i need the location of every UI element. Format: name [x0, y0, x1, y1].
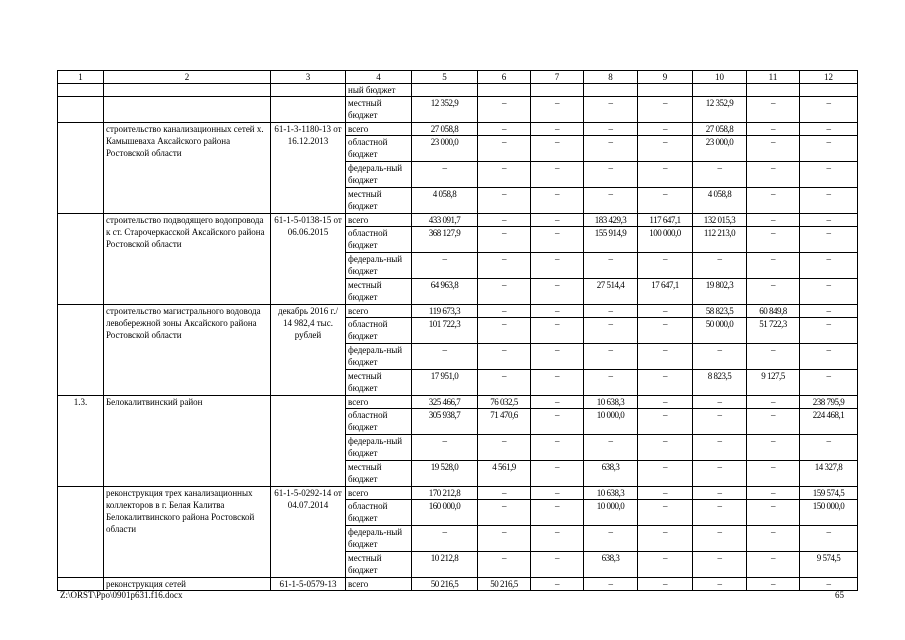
- table-row: [58, 487, 858, 500]
- table-cell: 12 352,9: [693, 97, 747, 123]
- table-cell: –: [531, 305, 584, 318]
- table-cell: 160 000,0: [412, 500, 478, 526]
- column-header: 9: [638, 71, 693, 84]
- table-cell: –: [747, 396, 800, 409]
- table-cell: 50 000,0: [693, 318, 747, 344]
- table-cell: –: [800, 123, 858, 136]
- table-cell: –: [531, 461, 584, 487]
- table-cell: –: [638, 97, 693, 123]
- table-cell: –: [584, 97, 638, 123]
- column-header: 4: [346, 71, 412, 84]
- table-cell: –: [531, 500, 584, 526]
- table-cell: [747, 84, 800, 97]
- page-number: 65: [835, 590, 844, 600]
- table-cell: [104, 84, 271, 97]
- table-cell: –: [638, 123, 693, 136]
- table-cell: –: [478, 305, 531, 318]
- table-cell: –: [478, 552, 531, 578]
- table-cell: 238 795,9: [800, 396, 858, 409]
- table-cell: –: [478, 318, 531, 344]
- table-cell: –: [478, 253, 531, 279]
- table-cell: 10 000,0: [584, 500, 638, 526]
- table-cell: –: [584, 318, 638, 344]
- table-cell: 4 058,8: [693, 188, 747, 214]
- table-cell: 10 212,8: [412, 552, 478, 578]
- table-cell: 117 647,1: [638, 214, 693, 227]
- table-cell: –: [693, 578, 747, 591]
- table-cell: –: [693, 461, 747, 487]
- table-cell: декабрь 2016 г./ 14 982,4 тыс. рублей: [271, 305, 346, 396]
- column-header: 11: [747, 71, 800, 84]
- table-cell: [58, 123, 104, 214]
- table-cell: –: [531, 136, 584, 162]
- table-cell: –: [638, 526, 693, 552]
- table-cell: –: [531, 370, 584, 396]
- column-header: 6: [478, 71, 531, 84]
- table-cell: 76 032,5: [478, 396, 531, 409]
- table-cell: –: [747, 253, 800, 279]
- table-cell: –: [531, 552, 584, 578]
- table-cell: –: [412, 253, 478, 279]
- table-cell: –: [478, 370, 531, 396]
- table-cell: –: [478, 214, 531, 227]
- table-cell: –: [800, 214, 858, 227]
- table-cell: 17 647,1: [638, 279, 693, 305]
- table-cell: –: [478, 435, 531, 461]
- table-cell: реконструкция сетей: [104, 578, 271, 591]
- table-cell: –: [584, 123, 638, 136]
- table-cell: –: [584, 435, 638, 461]
- table-cell: строительство магистрального водовода левобережной зоны Аксайского района Ростовской области: [104, 305, 271, 396]
- table-cell: –: [693, 396, 747, 409]
- table-cell: 23 000,0: [693, 136, 747, 162]
- table-cell: 61-1-5-0579-13: [271, 578, 346, 591]
- table-cell: всего: [346, 123, 412, 136]
- table-cell: –: [693, 552, 747, 578]
- table-cell: –: [747, 461, 800, 487]
- table-cell: областной бюджет: [346, 227, 412, 253]
- table-cell: –: [693, 500, 747, 526]
- table-cell: –: [478, 227, 531, 253]
- table-cell: –: [693, 344, 747, 370]
- table-cell: 433 091,7: [412, 214, 478, 227]
- table-cell: 8 823,5: [693, 370, 747, 396]
- table-cell: 64 963,8: [412, 279, 478, 305]
- column-header: 1: [58, 71, 104, 84]
- table-cell: 50 216,5: [478, 578, 531, 591]
- table-cell: –: [800, 305, 858, 318]
- table-cell: –: [531, 396, 584, 409]
- table-cell: –: [693, 487, 747, 500]
- table-cell: [412, 84, 478, 97]
- table-cell: –: [584, 526, 638, 552]
- table-cell: –: [478, 97, 531, 123]
- table-cell: –: [693, 253, 747, 279]
- table-cell: федераль-ный бюджет: [346, 344, 412, 370]
- table-row: [58, 305, 858, 318]
- table-cell: –: [531, 253, 584, 279]
- table-cell: –: [747, 552, 800, 578]
- table-cell: –: [638, 461, 693, 487]
- table-cell: [58, 487, 104, 578]
- table-cell: –: [584, 162, 638, 188]
- table-cell: областной бюджет: [346, 136, 412, 162]
- column-header: 10: [693, 71, 747, 84]
- table-cell: –: [478, 526, 531, 552]
- table-cell: 155 914,9: [584, 227, 638, 253]
- table-cell: –: [800, 526, 858, 552]
- table-cell: [800, 84, 858, 97]
- file-path: Z:\ORST\Ppo\0901p631.f16.docx: [60, 590, 183, 600]
- table-cell: [58, 578, 104, 591]
- table-cell: 170 212,8: [412, 487, 478, 500]
- table-cell: –: [800, 370, 858, 396]
- table-cell: –: [531, 279, 584, 305]
- table-cell: –: [747, 409, 800, 435]
- table-cell: –: [478, 123, 531, 136]
- table-cell: федераль-ный бюджет: [346, 435, 412, 461]
- table-cell: 12 352,9: [412, 97, 478, 123]
- table-cell: 100 000,0: [638, 227, 693, 253]
- table-cell: –: [747, 526, 800, 552]
- table-cell: –: [747, 97, 800, 123]
- table-cell: [478, 84, 531, 97]
- table-cell: [104, 97, 271, 123]
- table-cell: –: [584, 253, 638, 279]
- table-cell: –: [800, 188, 858, 214]
- table-cell: –: [800, 162, 858, 188]
- column-header: 2: [104, 71, 271, 84]
- table-cell: –: [693, 162, 747, 188]
- table-row: [58, 84, 858, 97]
- table-cell: –: [693, 409, 747, 435]
- table-cell: –: [638, 305, 693, 318]
- table-cell: –: [693, 435, 747, 461]
- table-cell: –: [747, 487, 800, 500]
- table-cell: –: [747, 279, 800, 305]
- table-cell: –: [584, 305, 638, 318]
- table-cell: Белокалитвинский район: [104, 396, 271, 487]
- table-cell: 60 849,8: [747, 305, 800, 318]
- table-cell: –: [638, 487, 693, 500]
- table-cell: –: [531, 409, 584, 435]
- table-cell: –: [531, 526, 584, 552]
- table-cell: 224 468,1: [800, 409, 858, 435]
- table-cell: 23 000,0: [412, 136, 478, 162]
- table-cell: –: [531, 344, 584, 370]
- table-cell: 1.3.: [58, 396, 104, 487]
- table-cell: –: [531, 578, 584, 591]
- table-cell: –: [747, 162, 800, 188]
- table-cell: 9 127,5: [747, 370, 800, 396]
- table-row: [58, 396, 858, 409]
- table-cell: 10 638,3: [584, 396, 638, 409]
- table-cell: 61-1-3-1180-13 от 16.12.2013: [271, 123, 346, 214]
- table-cell: [584, 84, 638, 97]
- table-cell: 325 466,7: [412, 396, 478, 409]
- table-cell: 61-1-5-0138-15 от 06.06.2015: [271, 214, 346, 305]
- table-cell: –: [531, 123, 584, 136]
- table-cell: всего: [346, 396, 412, 409]
- table-cell: 4 561,9: [478, 461, 531, 487]
- table-row: [58, 97, 858, 123]
- table-cell: 27 058,8: [693, 123, 747, 136]
- table-cell: –: [412, 344, 478, 370]
- column-header: 7: [531, 71, 584, 84]
- table-cell: –: [638, 500, 693, 526]
- table-cell: 19 802,3: [693, 279, 747, 305]
- table-cell: –: [638, 136, 693, 162]
- table-cell: –: [531, 214, 584, 227]
- table-cell: –: [584, 344, 638, 370]
- table-cell: –: [800, 227, 858, 253]
- table-cell: реконструкция трех канализационных коллекторов в г. Белая Калитва Белокалитвинского района Ростовской области: [104, 487, 271, 578]
- table-cell: 101 722,3: [412, 318, 478, 344]
- table-cell: –: [747, 500, 800, 526]
- table-cell: –: [531, 318, 584, 344]
- table-cell: –: [800, 344, 858, 370]
- table-cell: –: [478, 136, 531, 162]
- table-cell: –: [747, 123, 800, 136]
- table-cell: –: [531, 227, 584, 253]
- column-header: 5: [412, 71, 478, 84]
- table-cell: –: [584, 136, 638, 162]
- table-cell: местный бюджет: [346, 188, 412, 214]
- table-cell: –: [800, 318, 858, 344]
- table-cell: –: [478, 487, 531, 500]
- table-cell: –: [478, 279, 531, 305]
- table-cell: местный бюджет: [346, 97, 412, 123]
- table-cell: –: [747, 435, 800, 461]
- table-cell: 112 213,0: [693, 227, 747, 253]
- table-cell: 305 938,7: [412, 409, 478, 435]
- table-cell: –: [478, 188, 531, 214]
- table-cell: федераль-ный бюджет: [346, 162, 412, 188]
- table-cell: 4 058,8: [412, 188, 478, 214]
- table-cell: –: [747, 578, 800, 591]
- table-cell: –: [638, 188, 693, 214]
- table-cell: областной бюджет: [346, 409, 412, 435]
- table-row: [58, 214, 858, 227]
- table-cell: –: [800, 435, 858, 461]
- budget-table: [57, 70, 858, 591]
- table-cell: [693, 84, 747, 97]
- table-cell: 10 638,3: [584, 487, 638, 500]
- table-cell: 638,3: [584, 461, 638, 487]
- table-cell: –: [531, 162, 584, 188]
- table-cell: –: [478, 162, 531, 188]
- table-cell: –: [747, 227, 800, 253]
- table-cell: федераль-ный бюджет: [346, 253, 412, 279]
- table-cell: 27 058,8: [412, 123, 478, 136]
- table-cell: –: [584, 370, 638, 396]
- table-cell: –: [800, 253, 858, 279]
- table-cell: строительство канализационных сетей х. Камышеваха Аксайского района Ростовской области: [104, 123, 271, 214]
- header-row: [58, 71, 858, 84]
- table-cell: 183 429,3: [584, 214, 638, 227]
- table-cell: федераль-ный бюджет: [346, 526, 412, 552]
- table-cell: 10 000,0: [584, 409, 638, 435]
- table-row: [58, 578, 858, 591]
- table-cell: 50 216,5: [412, 578, 478, 591]
- table-cell: областной бюджет: [346, 500, 412, 526]
- table-cell: 19 528,0: [412, 461, 478, 487]
- table-cell: –: [638, 552, 693, 578]
- table-cell: 150 000,0: [800, 500, 858, 526]
- table-cell: строительство подводящего водопровода к ст. Старочеркасской Аксайского района Ростовской области: [104, 214, 271, 305]
- table-cell: 51 722,3: [747, 318, 800, 344]
- table-cell: 17 951,0: [412, 370, 478, 396]
- column-header: 8: [584, 71, 638, 84]
- table-cell: –: [638, 253, 693, 279]
- table-cell: –: [584, 578, 638, 591]
- table-cell: –: [638, 435, 693, 461]
- table-cell: –: [531, 97, 584, 123]
- table-cell: [58, 214, 104, 305]
- column-header: 12: [800, 71, 858, 84]
- table-cell: всего: [346, 214, 412, 227]
- table-cell: ный бюджет: [346, 84, 412, 97]
- table-cell: местный бюджет: [346, 370, 412, 396]
- table-cell: –: [584, 188, 638, 214]
- table-cell: –: [747, 188, 800, 214]
- table-cell: местный бюджет: [346, 552, 412, 578]
- table-cell: 71 470,6: [478, 409, 531, 435]
- table-cell: –: [531, 487, 584, 500]
- table-cell: –: [531, 435, 584, 461]
- table-cell: [531, 84, 584, 97]
- table-cell: всего: [346, 487, 412, 500]
- column-header: 3: [271, 71, 346, 84]
- table-cell: –: [747, 136, 800, 162]
- table-cell: –: [800, 97, 858, 123]
- table-cell: 159 574,5: [800, 487, 858, 500]
- table-cell: –: [638, 409, 693, 435]
- table-cell: –: [638, 162, 693, 188]
- table-cell: –: [800, 578, 858, 591]
- table-cell: 638,3: [584, 552, 638, 578]
- table-cell: –: [638, 396, 693, 409]
- table-cell: 368 127,9: [412, 227, 478, 253]
- table-cell: –: [478, 500, 531, 526]
- table-cell: 119 673,3: [412, 305, 478, 318]
- table-cell: –: [747, 344, 800, 370]
- table-cell: областной бюджет: [346, 318, 412, 344]
- table-cell: –: [531, 188, 584, 214]
- table-cell: всего: [346, 305, 412, 318]
- table-cell: [271, 396, 346, 487]
- table-cell: 27 514,4: [584, 279, 638, 305]
- table-cell: –: [412, 435, 478, 461]
- table-cell: –: [638, 370, 693, 396]
- table-cell: [58, 84, 104, 97]
- table-cell: –: [693, 526, 747, 552]
- table-cell: местный бюджет: [346, 461, 412, 487]
- table-cell: 61-1-5-0292-14 от 04.07.2014: [271, 487, 346, 578]
- table-cell: –: [412, 162, 478, 188]
- table-cell: –: [478, 344, 531, 370]
- table-cell: –: [638, 578, 693, 591]
- table-cell: [271, 97, 346, 123]
- table-cell: –: [800, 279, 858, 305]
- table-cell: 14 327,8: [800, 461, 858, 487]
- table-cell: [58, 97, 104, 123]
- table-cell: –: [638, 318, 693, 344]
- table-cell: –: [412, 526, 478, 552]
- table-cell: –: [800, 136, 858, 162]
- table-cell: –: [638, 344, 693, 370]
- table-cell: [638, 84, 693, 97]
- table-cell: 58 823,5: [693, 305, 747, 318]
- table-cell: –: [747, 214, 800, 227]
- table-cell: 132 015,3: [693, 214, 747, 227]
- table-cell: [271, 84, 346, 97]
- table-cell: [58, 305, 104, 396]
- table-row: [58, 123, 858, 136]
- table-cell: всего: [346, 578, 412, 591]
- table-cell: местный бюджет: [346, 279, 412, 305]
- table-cell: 9 574,5: [800, 552, 858, 578]
